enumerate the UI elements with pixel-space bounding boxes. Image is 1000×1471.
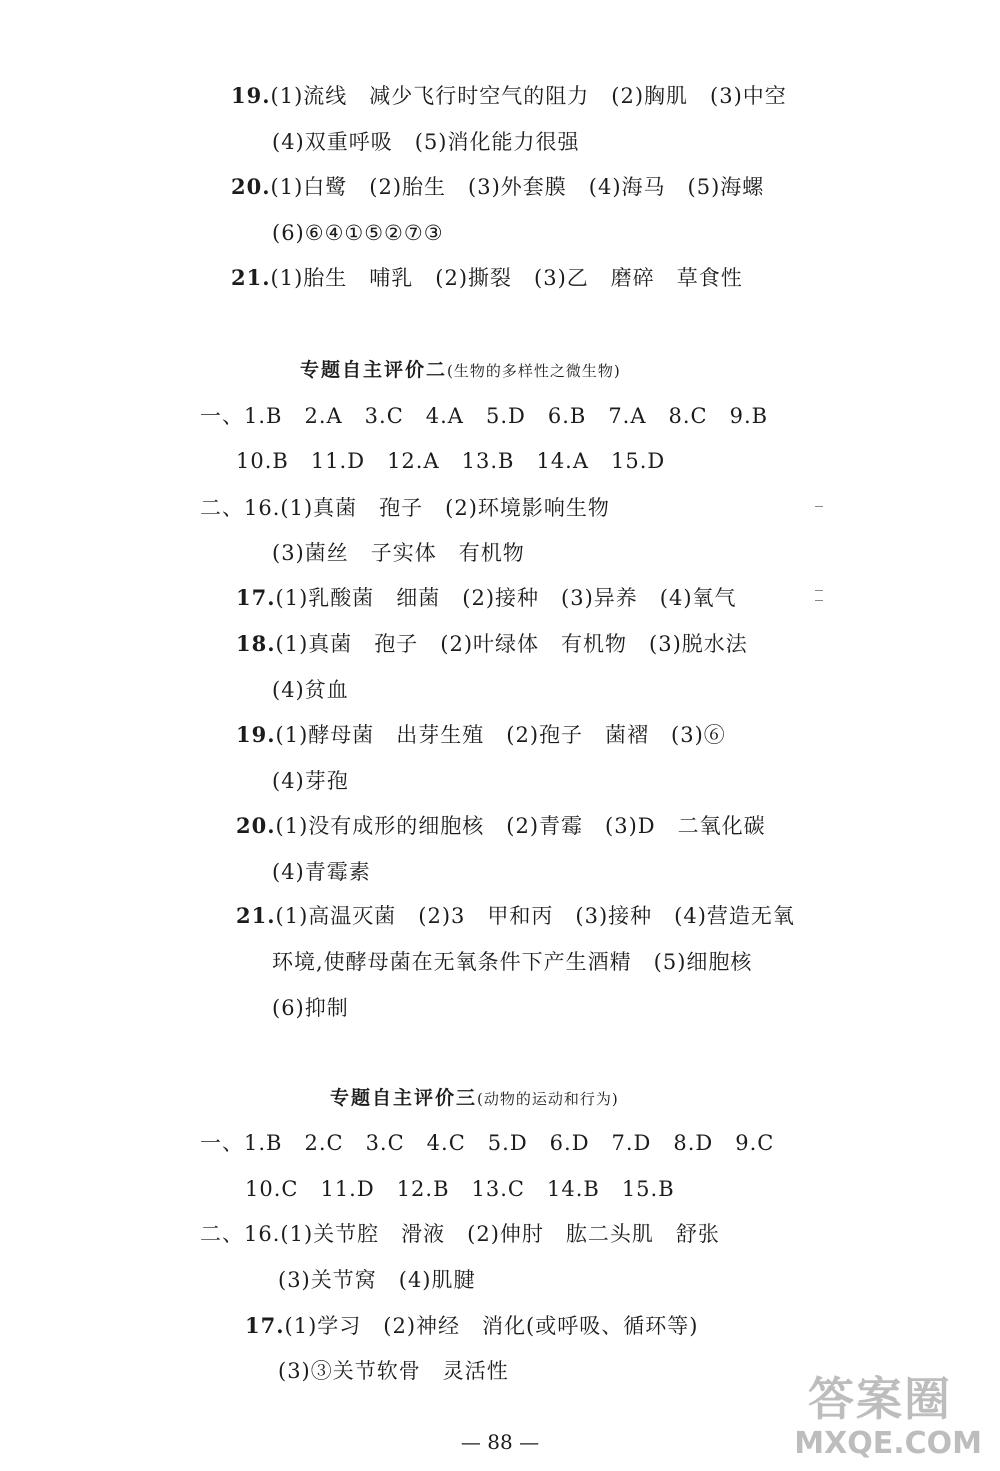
answer-line: 20.(1)白鹭 (2)胎生 (3)外套膜 (4)海马 (5)海螺 [231, 174, 765, 199]
scan-mark [815, 600, 823, 601]
answer-line: 21.(1)高温灭菌 (2)3 甲和丙 (3)接种 (4)营造无氧 [236, 903, 795, 928]
answer-line: 一、1.B 2.A 3.C 4.A 5.D 6.B 7.A 8.C 9.B [200, 404, 769, 428]
answer-line: 17.(1)乳酸菌 细菌 (2)接种 (3)异养 (4)氧气 [236, 585, 737, 610]
answer-line: 19.(1)酵母菌 出芽生殖 (2)孢子 菌褶 (3)⑥ [236, 722, 726, 747]
scan-mark [815, 506, 823, 507]
answer-line: 21.(1)胎生 哺乳 (2)撕裂 (3)乙 磨碎 草食性 [231, 265, 743, 290]
section-heading: 专题自主评价二(生物的多样性之微生物) [300, 359, 621, 381]
answer-line: (3)③关节软骨 灵活性 [278, 1359, 509, 1383]
answer-line: (6)⑥④①⑤②⑦③ [272, 221, 444, 245]
answer-line: (4)双重呼吸 (5)消化能力很强 [272, 130, 580, 154]
answer-line: 环境,使酵母菌在无氧条件下产生酒精 (5)细胞核 [272, 950, 753, 974]
answer-line: (3)关节窝 (4)肌腱 [278, 1268, 476, 1292]
answer-line: 二、16.(1)真菌 孢子 (2)环境影响生物 [200, 496, 610, 520]
answer-line: 一、1.B 2.C 3.C 4.C 5.D 6.D 7.D 8.D 9.C [200, 1131, 775, 1155]
section-heading: 专题自主评价三(动物的运动和行为) [330, 1087, 619, 1109]
answer-line: (4)青霉素 [272, 860, 371, 884]
answer-line: 19.(1)流线 减少飞行时空气的阻力 (2)胸肌 (3)中空 [231, 83, 787, 108]
scan-mark [815, 590, 823, 591]
answer-line: 20.(1)没有成形的细胞核 (2)青霉 (3)D 二氧化碳 [236, 813, 766, 838]
answer-line: 10.C 11.D 12.B 13.C 14.B 15.B [245, 1177, 675, 1201]
answer-line: 二、16.(1)关节腔 滑液 (2)伸肘 肱二头肌 舒张 [200, 1222, 720, 1246]
answer-line: 10.B 11.D 12.A 13.B 14.A 15.D [236, 449, 666, 473]
answer-line: 17.(1)学习 (2)神经 消化(或呼吸、循环等) [245, 1313, 699, 1338]
answer-line: (4)芽孢 [272, 769, 349, 793]
page-number: — 88 — [460, 1430, 540, 1454]
answer-line: (6)抑制 [272, 996, 349, 1020]
answer-line: (4)贫血 [272, 678, 349, 702]
answer-line: (3)菌丝 子实体 有机物 [272, 541, 525, 565]
answer-line: 18.(1)真菌 孢子 (2)叶绿体 有机物 (3)脱水法 [236, 631, 748, 656]
watermark-logo: 答案圈 MXQE.COM [794, 1372, 982, 1461]
